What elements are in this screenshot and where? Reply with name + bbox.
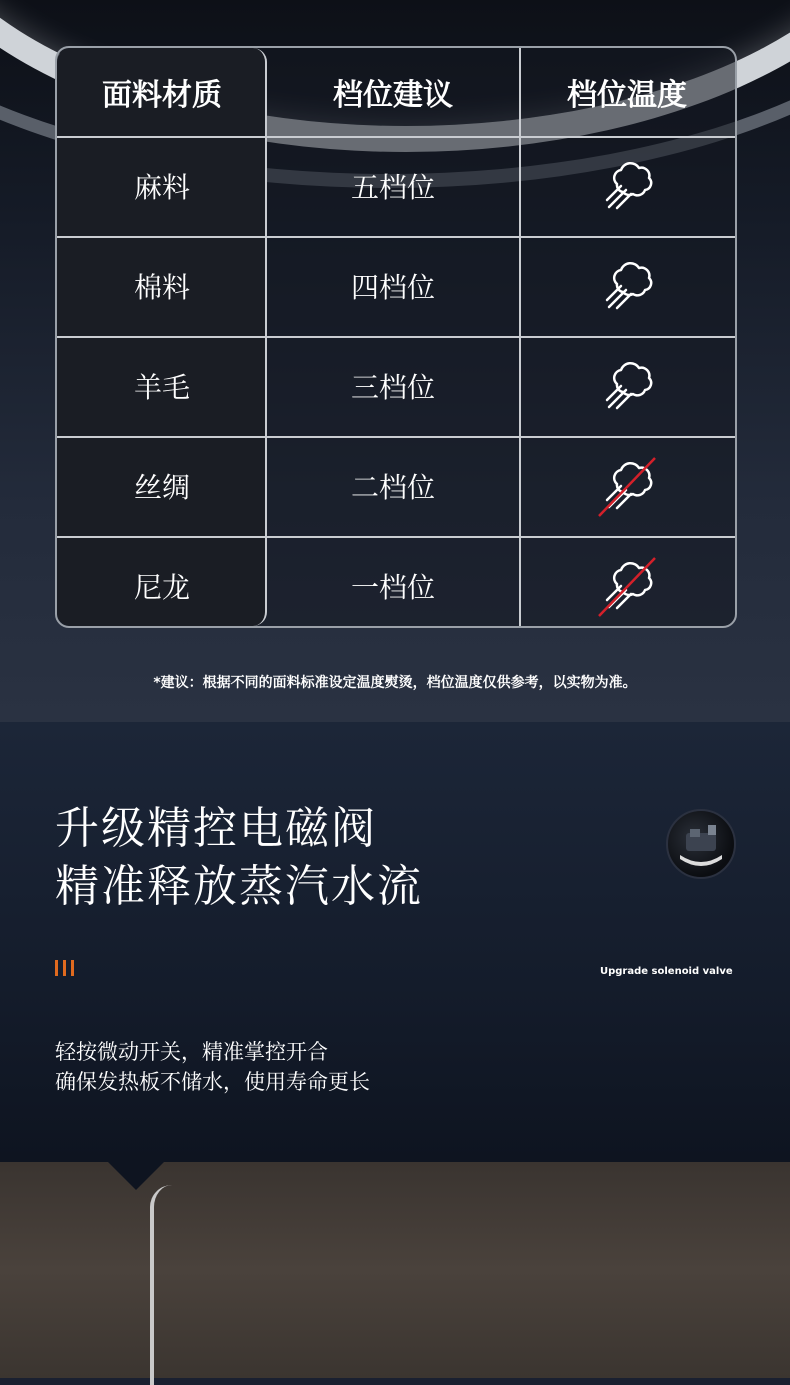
headline-line2: 精准释放蒸汽水流 — [55, 861, 423, 912]
iron-cord — [150, 1185, 172, 1385]
headline-line1: 升级精控电磁阀 — [55, 803, 377, 854]
steam-icon — [519, 136, 735, 236]
table-note: *建议：根据不同的面料标准设定温度熨烫，档位温度仅供参考，以实物为准。 — [153, 675, 637, 691]
fabric-cell: 棉料 — [133, 271, 190, 304]
header-temperature: 档位温度 — [567, 78, 687, 113]
body-line2: 确保发热板不储水，使用寿命更长 — [55, 1070, 370, 1094]
fabric-cell: 羊毛 — [133, 371, 190, 404]
table-row — [57, 236, 735, 336]
no-steam-icon — [519, 436, 735, 536]
english-caption: Upgrade solenoid valve — [600, 966, 733, 977]
table-row — [57, 136, 735, 236]
fabric-gear-table — [55, 46, 737, 628]
body-line1: 轻按微动开关，精准掌控开合 — [55, 1040, 328, 1064]
table-row — [57, 436, 735, 536]
header-gear: 档位建议 — [333, 78, 453, 113]
gear-cell: 一档位 — [350, 571, 435, 604]
fabric-cell: 尼龙 — [133, 571, 190, 604]
steam-icon — [519, 336, 735, 436]
solenoid-section — [0, 722, 790, 1162]
table-row — [57, 536, 735, 628]
section-notch — [108, 1162, 164, 1190]
steam-icon — [519, 236, 735, 336]
fabric-cell: 丝绸 — [133, 471, 190, 504]
table-row — [57, 336, 735, 436]
header-fabric: 面料材质 — [102, 78, 222, 113]
accent-bars — [55, 960, 74, 976]
photo-section — [0, 1162, 790, 1378]
table-header-row — [57, 48, 735, 136]
gear-cell: 三档位 — [350, 371, 435, 404]
gear-cell: 二档位 — [350, 471, 435, 504]
fabric-cell: 麻料 — [133, 171, 190, 204]
gear-cell: 四档位 — [350, 271, 435, 304]
gear-cell: 五档位 — [350, 171, 435, 204]
solenoid-valve-image — [666, 809, 736, 879]
no-steam-icon — [519, 536, 735, 628]
